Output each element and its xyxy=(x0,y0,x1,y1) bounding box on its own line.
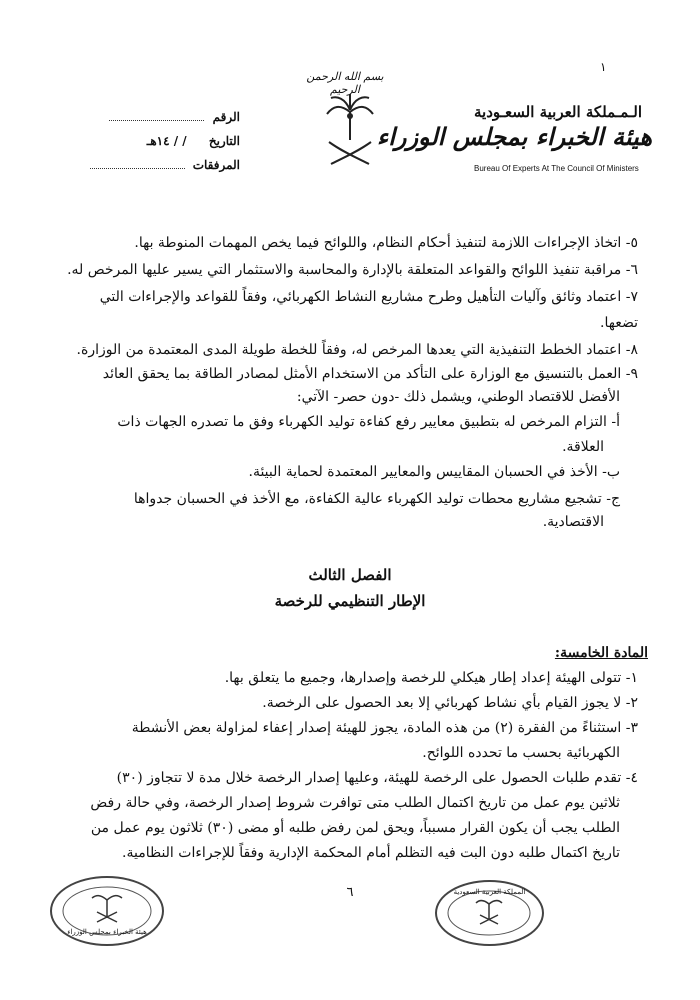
org-name-ar: الـمـملكة العربية السعـودية xyxy=(474,103,642,121)
ref-dots xyxy=(109,120,204,121)
article-line-4-cont-3: تاريخ اكتمال طلبه دون البت فيه التظلم أمام المحكمة الإدارية وفقاً للإجراءات النظامية. xyxy=(122,845,620,861)
article-line-3-cont: الكهربائية بحسب ما تحدده اللوائح. xyxy=(422,745,620,761)
item-9-c-cont: الاقتصادية. xyxy=(542,514,604,530)
article-line-3: ٣- استثناءً من الفقرة (٢) من هذه المادة، يجوز للهيئة إصدار إعفاء لمزاولة بعض الأنشطة xyxy=(131,720,638,736)
item-9-c: ج- تشجيع مشاريع محطات توليد الكهرباء عالية الكفاءة، مع الأخذ في الحسبان جدواها xyxy=(133,491,620,507)
saudi-emblem-icon xyxy=(325,92,375,170)
chapter-title: الفصل الثالث xyxy=(308,566,392,584)
article-line-4: ٤- تقدم طلبات الحصول على الرخصة للهيئة، وعليها إصدار الرخصة خلال مدة لا تتجاوز (٣٠) xyxy=(116,770,638,786)
article-line-4-cont-1: ثلاثين يوم عمل من تاريخ اكتمال الطلب متى توافرت شروط إصدار الرخصة، وفي حالة رفض xyxy=(90,795,620,811)
date-label: التاريخ xyxy=(208,134,240,148)
article-heading: المادة الخامسة: xyxy=(554,645,648,661)
date-field xyxy=(40,134,240,148)
item-9-b: ب- الأخذ في الحسبان المقاييس والمعايير المعتمدة لحماية البيئة. xyxy=(248,464,620,480)
chapter-subtitle: الإطار التنظيمي للرخصة xyxy=(274,592,426,610)
basmala: بسم الله الرحمن الرحيم xyxy=(306,70,384,96)
attachments-field xyxy=(40,158,240,172)
page-number: ٦ xyxy=(346,885,354,900)
org-dept-ar: هيئة الخبراء بمجلس الوزراء xyxy=(376,122,652,151)
item-7: ٧- اعتماد وثائق وآليات التأهيل وطرح مشاريع النشاط الكهربائي، وفقاً للقواعد والإجراءات التي xyxy=(99,289,638,305)
attachments-label: المرفقات xyxy=(192,158,240,172)
stamp-left xyxy=(50,876,164,946)
org-name-en: Bureau Of Experts At The Council Of Ministers xyxy=(474,164,639,173)
item-9-a-cont: العلاقة. xyxy=(562,439,604,455)
attachments-dots xyxy=(90,168,185,169)
item-6: ٦- مراقبة تنفيذ اللوائح والقواعد المتعلقة بالإدارة والمحاسبة والاستثمار التي يسير عليها المرخص له. xyxy=(67,262,638,278)
page-mark: ١ xyxy=(600,60,607,74)
stamp-right xyxy=(435,880,544,946)
article-line-4-cont-2: الطلب يجب أن يكون القرار مسبباً، ويحق لمن رفض طلبه أو مضى (٣٠) ثلاثون يوم عمل من xyxy=(90,820,620,836)
date-value: / / ١٤هـ xyxy=(146,134,187,148)
article-line-2: ٢- لا يجوز القيام بأي نشاط كهربائي إلا بعد الحصول على الرخصة. xyxy=(262,695,638,711)
item-7-cont: تضعها. xyxy=(600,315,638,331)
article-line-1: ١- تتولى الهيئة إعداد إطار هيكلي للرخصة وإصدارها، وجميع ما يتعلق بها. xyxy=(224,670,638,686)
ref-label: الرقم xyxy=(212,110,240,124)
item-9-a: أ- التزام المرخص له بتطبيق معايير رفع كفاءة توليد الكهرباء وفق ما تصدره الجهات ذات xyxy=(117,414,620,430)
ref-field xyxy=(40,110,240,124)
item-9: ٩- العمل بالتنسيق مع الوزارة على التأكد من الاستخدام الأمثل لمصادر الطاقة بما يحقق العائد xyxy=(102,366,638,382)
item-5: ٥- اتخاذ الإجراءات اللازمة لتنفيذ أحكام النظام، واللوائح فيما يخص المهمات المنوطة بها. xyxy=(134,235,638,251)
item-9-cont: الأفضل للاقتصاد الوطني، ويشمل ذلك -دون حصر- الآتي: xyxy=(296,389,620,405)
stamp-left-text: هيئة الخبراء بمجلس الوزراء xyxy=(67,928,147,936)
stamp-right-text: المملكة العربية السعودية xyxy=(453,888,526,896)
item-8: ٨- اعتماد الخطط التنفيذية التي يعدها المرخص له، وفقاً للخطة طويلة المدى المعتمدة من الوزارة. xyxy=(76,342,638,358)
